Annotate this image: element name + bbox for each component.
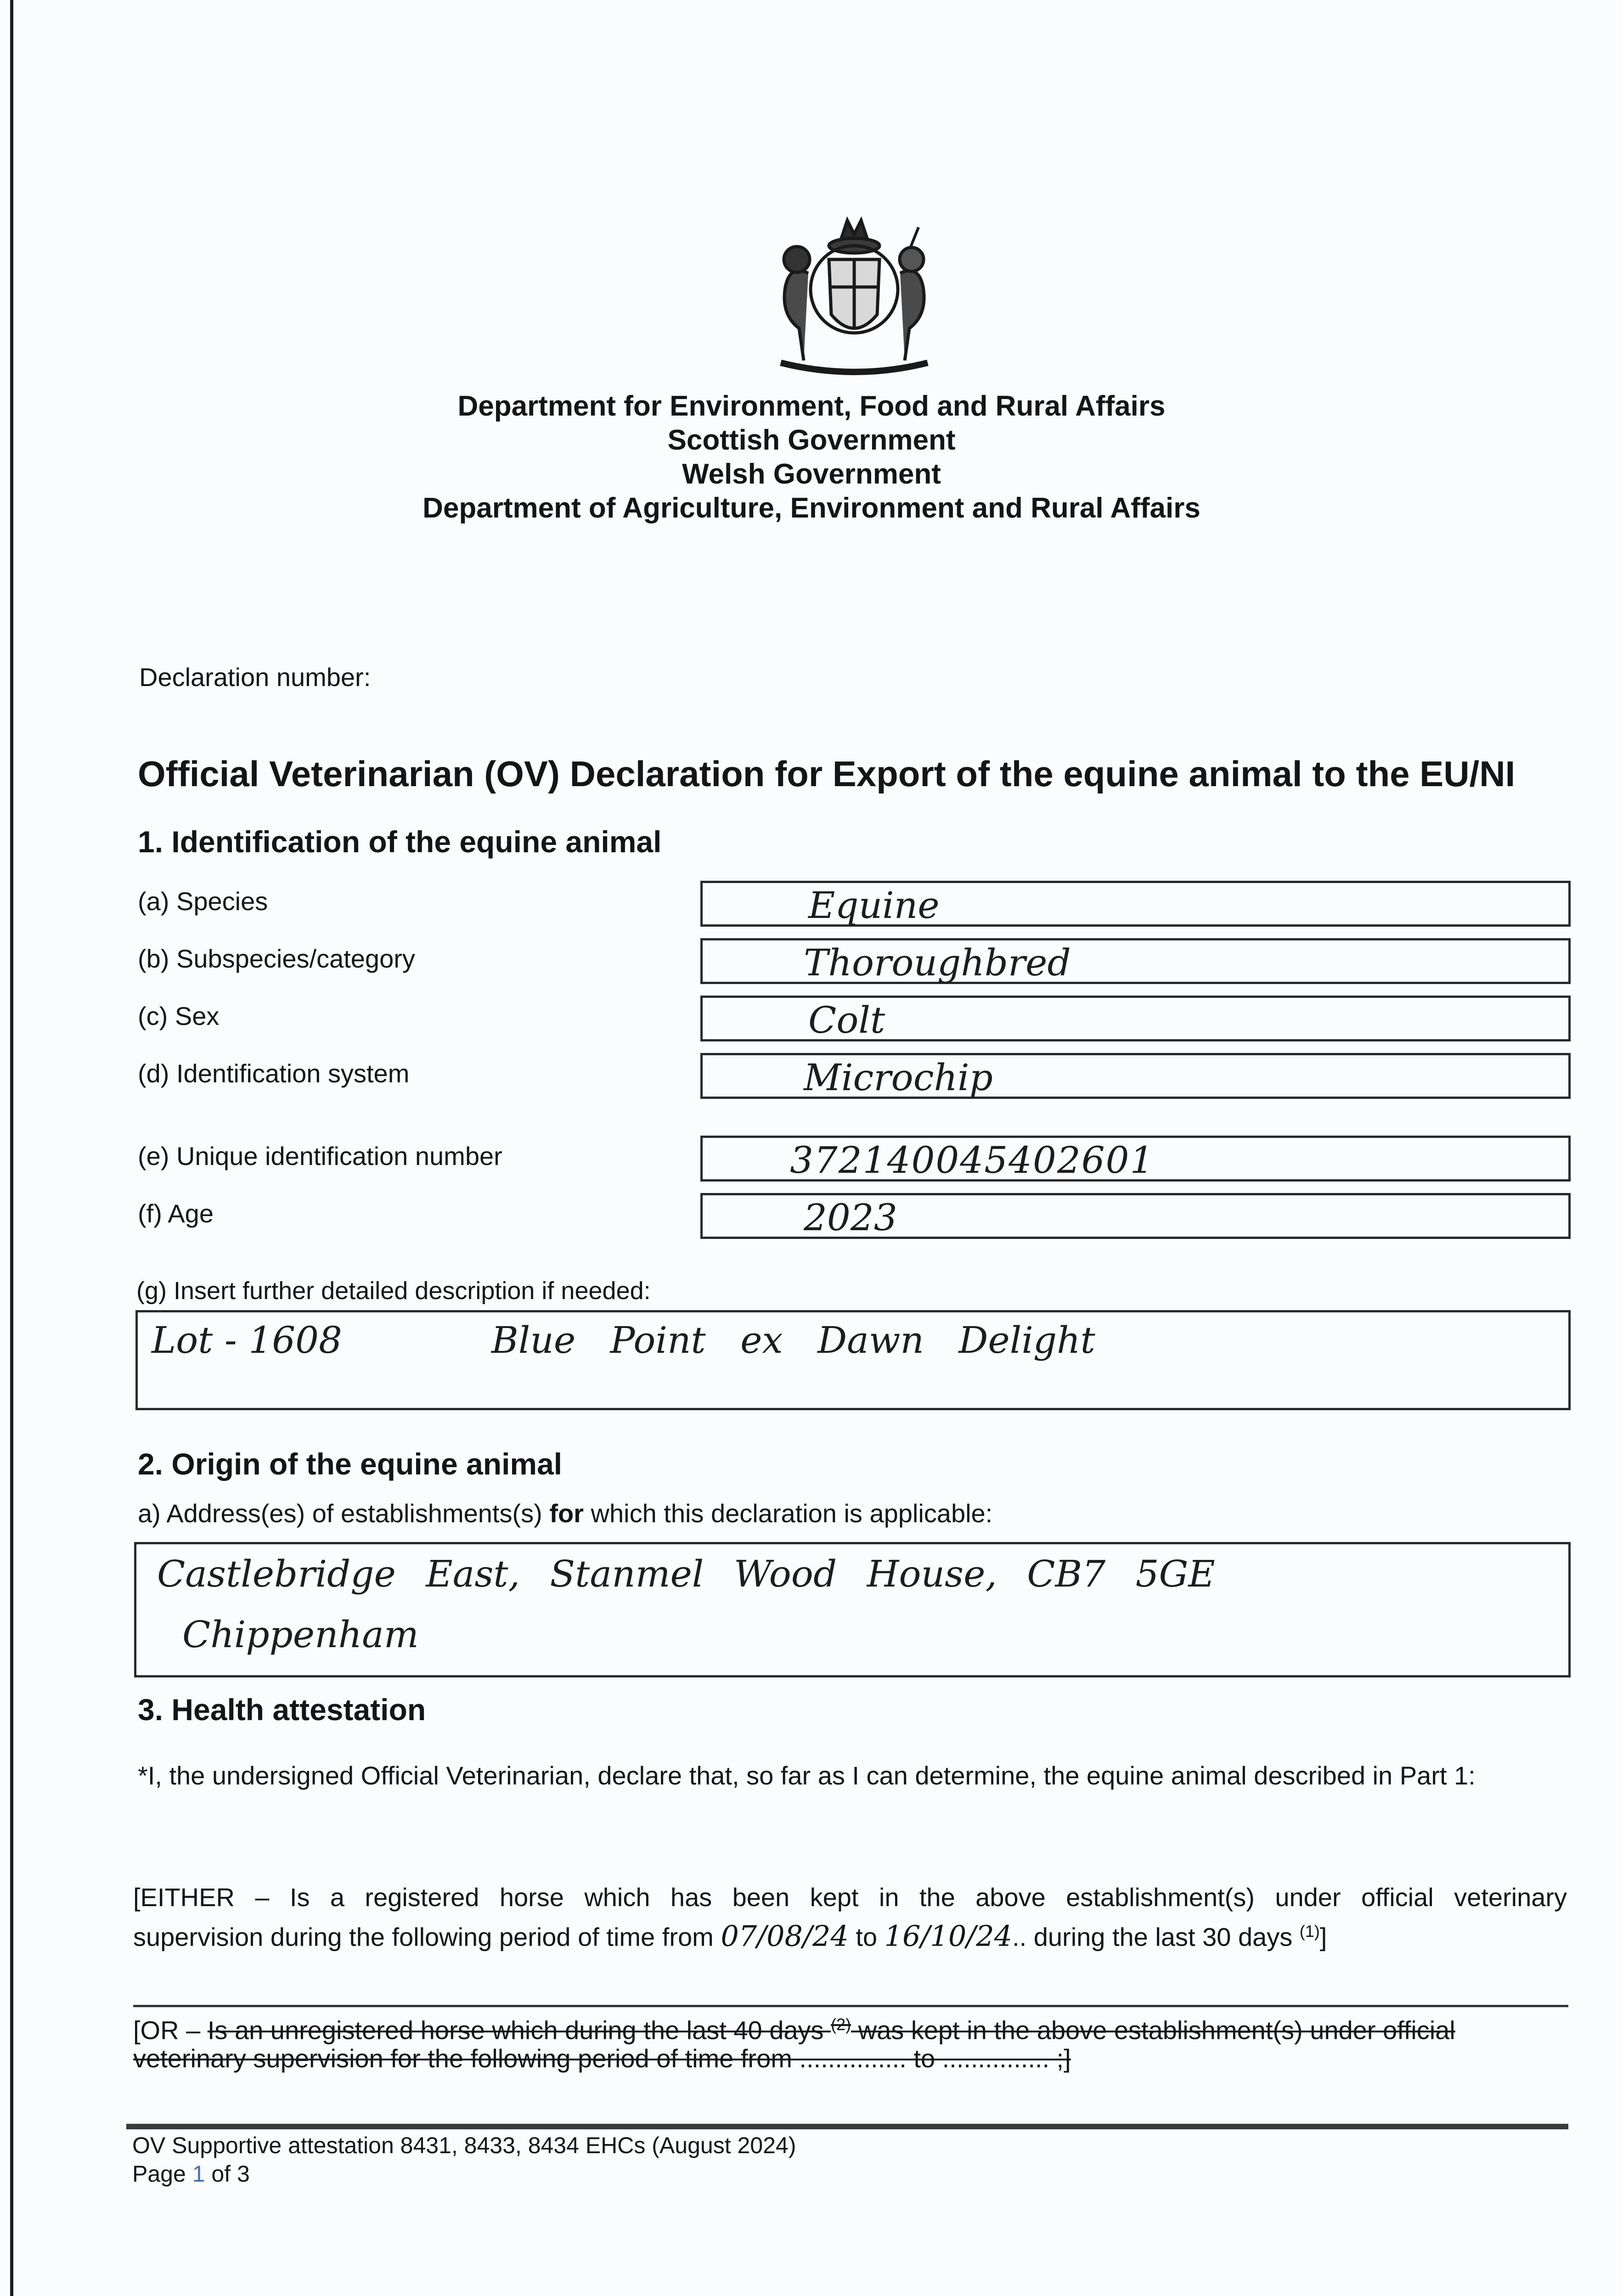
scan-border-line (10, 0, 13, 2296)
footer-attestation-text: OV Supportive attestation 8431, 8433, 8434 EHCs (August 2024) (132, 2133, 796, 2158)
subspecies-label: (b) Subspecies/category (138, 944, 415, 973)
subspecies-field[interactable] (700, 938, 1571, 984)
species-label: (a) Species (138, 887, 268, 916)
footer-divider (126, 2124, 1568, 2129)
address-line-2: Chippenham (182, 1613, 419, 1656)
identification-system-label: (d) Identification system (138, 1059, 410, 1088)
description-value: Blue Point ex Dawn Delight (491, 1319, 1095, 1362)
department-name: Department of Agriculture, Environment and Rural Affairs (423, 492, 1200, 524)
or-clause-line-1: [OR – Is an unregistered horse which during the last 40 days $^{(2)}$ was kept in the above establishment(s) under official (133, 2015, 1455, 2045)
declaration-number-label: Declaration number: (139, 663, 371, 692)
age-label: (f) Age (138, 1199, 214, 1228)
section-1-heading: 1. Identification of the equine animal (138, 825, 662, 859)
or-clause-line-2: veterinary supervision for the following period of time from ............... to ............... ;] (133, 2044, 1071, 2073)
sex-field[interactable] (700, 996, 1571, 1041)
current-page-number: 1 (192, 2161, 205, 2187)
subspecies-value: Thoroughbred (804, 941, 1071, 984)
further-description-label: (g) Insert further detailed description if needed: (136, 1277, 651, 1305)
department-name: Scottish Government (667, 424, 956, 456)
species-field[interactable] (700, 881, 1571, 927)
department-name: Department for Environment, Food and Rural Affairs (457, 390, 1166, 422)
identification-system-field[interactable] (700, 1053, 1571, 1099)
lot-number-value: Lot - 1608 (152, 1319, 342, 1362)
species-value: Equine (808, 884, 940, 927)
unique-id-field[interactable] (700, 1136, 1571, 1182)
address-label: a) Address(es) of establishments(s) for which this declaration is applicable: (138, 1499, 993, 1528)
sex-label: (c) Sex (138, 1002, 220, 1030)
supervision-to-date: 16/10/24 (884, 1919, 1013, 1953)
footer (132, 2131, 796, 2188)
unique-id-value: 372140045402601 (790, 1139, 1155, 1182)
supervision-from-date: 07/08/24 (721, 1919, 849, 1953)
sex-value: Colt (808, 999, 885, 1041)
address-line-1: Castlebridge East, Stanmel Wood House, CB7 5GE (157, 1553, 1215, 1595)
either-clause-line-1: [EITHER – Is a registered horse which has been kept in the above establishment(s) under official veterinary (133, 1883, 1567, 1912)
age-field[interactable] (700, 1193, 1571, 1239)
royal-coat-of-arms-icon (753, 209, 955, 383)
age-value: 2023 (804, 1196, 897, 1239)
page-indicator: Page 1 of 3 (132, 2161, 250, 2187)
divider-line (133, 2005, 1568, 2007)
identification-system-value: Microchip (804, 1056, 993, 1099)
further-description-field[interactable] (135, 1310, 1571, 1410)
section-3-heading: 3. Health attestation (138, 1693, 426, 1727)
unique-id-label: (e) Unique identification number (138, 1142, 502, 1171)
page-title: Official Veterinarian (OV) Declaration for Export of the equine animal to the EU/NI (138, 754, 1516, 794)
department-name: Welsh Government (682, 458, 941, 490)
health-attestation-intro: *I, the undersigned Official Veterinarian, declare that, so far as I can determine, the equine animal described in Part 1: (138, 1761, 1476, 1790)
address-field[interactable] (134, 1542, 1571, 1677)
section-2-heading: 2. Origin of the equine animal (138, 1447, 563, 1481)
either-clause-line-2: supervision during the following period of time from 07/08/24 to 16/10/24.. during the last 30 days $^{(1)}$] (133, 1919, 1327, 1953)
